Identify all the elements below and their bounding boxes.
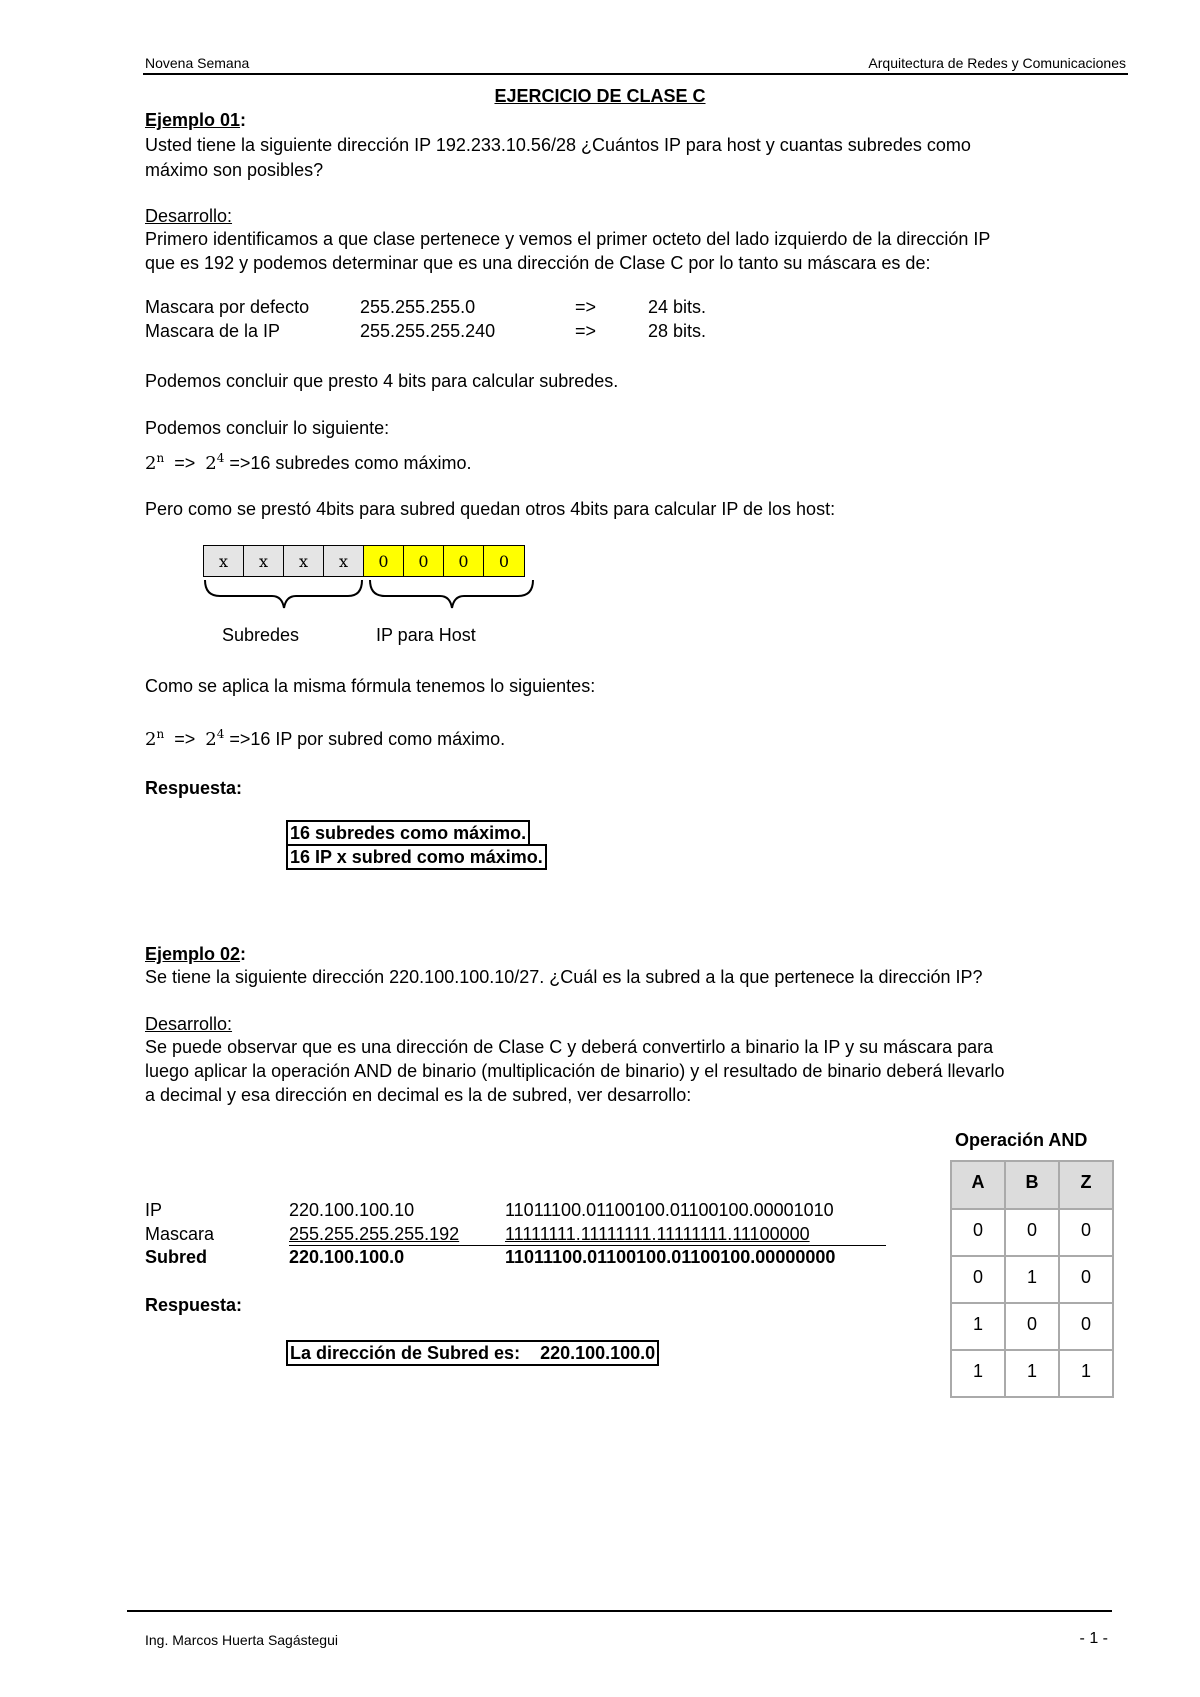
formula-hosts: $2^n => 2^4 =>16$ IP por subred como máximo. [145, 727, 506, 750]
mask-arrow: => [575, 297, 597, 317]
ex1-question-line2: máximo son posibles? [145, 160, 324, 180]
row-label: IP [145, 1200, 163, 1220]
mask-value: 255.255.255.240 [360, 321, 496, 341]
ex2-desarrollo-label: Desarrollo: [145, 1014, 233, 1034]
brace-label-host: IP para Host [376, 625, 476, 645]
footer-author: Ing. Marcos Huerta Sagástegui [145, 1632, 338, 1648]
row-binary: 11111111.11111111.11111111.11100000 [505, 1224, 810, 1244]
sum-rule [289, 1245, 886, 1246]
bit-cell: x [244, 546, 284, 576]
row-decimal: 255.255.255.255.192 [289, 1224, 460, 1244]
and-truth-table [950, 1160, 1114, 1398]
and-cell: 1 [1005, 1256, 1059, 1303]
ex1-conclusion-2: Podemos concluir lo siguiente: [145, 418, 390, 438]
row-decimal: 220.100.100.0 [289, 1247, 405, 1267]
ex1-question-line1: Usted tiene la siguiente dirección IP 192.233.10.56/28 ¿Cuántos IP para host y cuantas subredes como [145, 135, 971, 155]
ex2-question: Se tiene la siguiente dirección 220.100.100.10/27. ¿Cuál es la subred a la que pertenece la dirección IP? [145, 967, 983, 987]
header-left: Novena Semana [145, 55, 250, 71]
ex1-para-line2: que es 192 y podemos determinar que es una dirección de Clase C por lo tanto su máscara es de: [145, 253, 931, 273]
ex1-conclusion-4: Como se aplica la misma fórmula tenemos lo siguientes: [145, 676, 596, 696]
and-table-row [951, 1350, 1113, 1397]
ex2-para-line2: luego aplicar la operación AND de binario (multiplicación de binario) y el resultado de binario deberá llevarlo [145, 1061, 1005, 1081]
row-decimal: 220.100.100.10 [289, 1200, 415, 1220]
and-table-title: Operación AND [955, 1130, 1088, 1150]
bit-cell: 0 [364, 546, 404, 576]
page-number: - 1 - [1079, 1630, 1108, 1647]
bit-cell: 0 [444, 546, 484, 576]
bit-boxes [203, 545, 525, 577]
ex2-para-line3: a decimal y esa dirección en decimal es la de subred, ver desarrollo: [145, 1085, 692, 1105]
and-cell: 0 [1059, 1303, 1113, 1350]
row-label: Mascara [145, 1224, 215, 1244]
and-table-row [951, 1303, 1113, 1350]
and-cell: 1 [951, 1303, 1005, 1350]
and-cell: 0 [1005, 1303, 1059, 1350]
bit-cell: 0 [484, 546, 524, 576]
ex1-answer-box-1: 16 subredes como máximo. [286, 820, 530, 846]
bit-cell: x [204, 546, 244, 576]
and-cell: 1 [951, 1350, 1005, 1397]
ex1-conclusion-3: Pero como se prestó 4bits para subred quedan otros 4bits para calcular IP de los host: [145, 499, 836, 519]
mask-bits: 24 bits. [648, 297, 707, 317]
mask-bits: 28 bits. [648, 321, 707, 341]
row-binary: 11011100.01100100.01100100.00001010 [505, 1200, 834, 1220]
and-cell: 1 [1005, 1350, 1059, 1397]
ex2-answer-label: Respuesta: [145, 1295, 243, 1315]
footer-rule [127, 1610, 1112, 1612]
bit-cell: x [284, 546, 324, 576]
ex1-heading: Ejemplo 01: [145, 110, 247, 130]
and-cell: 0 [1059, 1209, 1113, 1256]
ex1-answer-box-2: 16 IP x subred como máximo. [286, 844, 547, 870]
formula-subnets: $2^n => 2^4 =>16$ subredes como máximo. [145, 451, 472, 474]
mask-label: Mascara por defecto [145, 297, 310, 317]
and-cell: 0 [1059, 1256, 1113, 1303]
and-header-z: Z [1059, 1161, 1113, 1209]
row-label: Subred [145, 1247, 208, 1267]
header-right: Arquitectura de Redes y Comunicaciones [868, 55, 1126, 71]
ex1-conclusion-1: Podemos concluir que presto 4 bits para calcular subredes. [145, 371, 619, 391]
ex2-heading: Ejemplo 02: [145, 944, 247, 964]
brace-label-subredes: Subredes [222, 625, 300, 645]
and-cell: 1 [1059, 1350, 1113, 1397]
page-title: EJERCICIO DE CLASE C [494, 86, 706, 106]
mask-label: Mascara de la IP [145, 321, 281, 341]
bit-cell: x [324, 546, 364, 576]
bit-cell: 0 [404, 546, 444, 576]
brace-host [370, 580, 533, 608]
and-table-row [951, 1256, 1113, 1303]
and-header-b: B [1005, 1161, 1059, 1209]
ex1-answer-label: Respuesta: [145, 778, 243, 798]
ex1-desarrollo-label: Desarrollo: [145, 206, 233, 226]
and-cell: 0 [951, 1209, 1005, 1256]
row-binary: 11011100.01100100.01100100.00000000 [505, 1247, 836, 1267]
brace-subredes [205, 580, 362, 608]
and-header-a: A [951, 1161, 1005, 1209]
header-rule [143, 73, 1128, 75]
ex2-answer-box: La dirección de Subred es: 220.100.100.0 [286, 1340, 659, 1366]
mask-value: 255.255.255.0 [360, 297, 476, 317]
ex1-para-line1: Primero identificamos a que clase pertenece y vemos el primer octeto del lado izquierdo de la dirección IP [145, 229, 991, 249]
and-cell: 0 [1005, 1209, 1059, 1256]
and-cell: 0 [951, 1256, 1005, 1303]
mask-arrow: => [575, 321, 597, 341]
brace-graphic [200, 578, 540, 618]
ex2-para-line1: Se puede observar que es una dirección de Clase C y deberá convertirlo a binario la IP y su máscara para [145, 1037, 994, 1057]
and-table-row [951, 1209, 1113, 1256]
and-table-header [951, 1161, 1113, 1209]
